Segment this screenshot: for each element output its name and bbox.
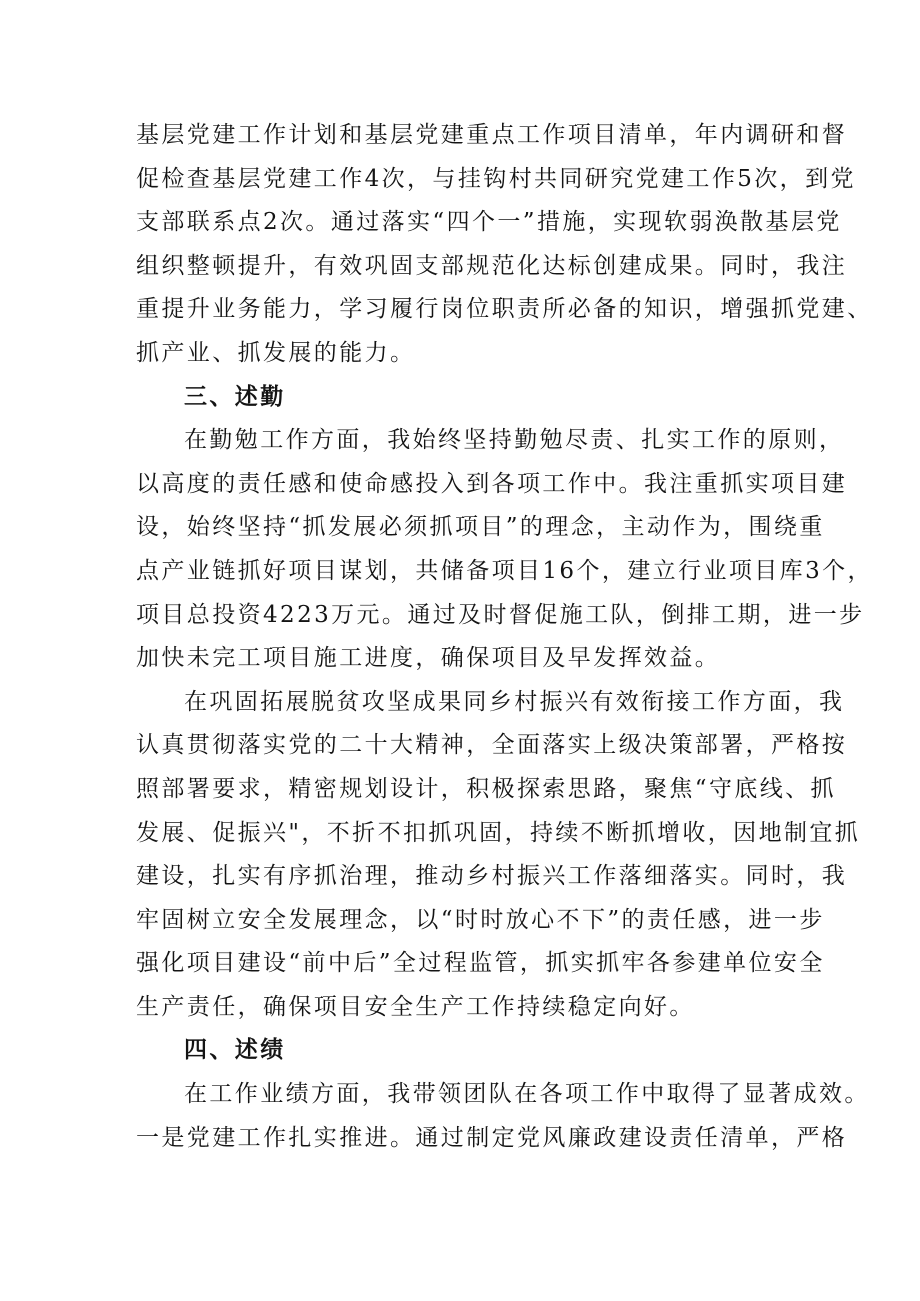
paragraph-line: 在勤勉工作方面，我始终坚持勤勉尽责、扎实工作的原则，: [184, 427, 845, 454]
paragraph-line: 设，始终坚持“抓发展必须抓项目”的理念，主动作为，围绕重: [136, 514, 825, 541]
paragraph-line: 项目总投资4223万元。通过及时督促施工队，倒排工期，进一步: [136, 601, 865, 628]
paragraph-line: 以高度的责任感和使命感投入到各项工作中。我注重抓实项目建: [136, 470, 848, 497]
document-body: [136, 114, 873, 1160]
paragraph-line: 点产业链抓好项目谋划，共储备项目16个，建立行业项目库3个，: [136, 557, 873, 584]
text-line: 基层党建工作计划和基层党建重点工作项目清单，年内调研和督: [136, 122, 848, 148]
paragraph-line: 生产责任，确保项目安全生产工作持续稳定向好。: [136, 993, 695, 1020]
paragraph-line: 认真贯彻落实党的二十大精神，全面落实上级决策部署，严格按: [136, 732, 848, 759]
text-line: 抓产业、抓发展的能力。: [136, 339, 416, 366]
paragraph-line: 照部署要求，精密规划设计，积极探索思路，聚焦“守底线、抓: [136, 775, 836, 802]
paragraph-line: 强化项目建设“前中后”全过程监管，抓实抓牢各参建单位安全: [136, 950, 825, 977]
section-heading-shuqin: 三、述勤: [184, 383, 286, 410]
paragraph-line: 在工作业绩方面，我带领团队在各项工作中取得了显著成效。: [184, 1081, 870, 1108]
paragraph-line: 加快未完工项目施工进度，确保项目及早发挥效益。: [136, 645, 721, 672]
paragraph-line: 发展、促振兴"，不折不扣抓巩固，持续不断抓增收，因地制宜抓: [136, 819, 861, 846]
paragraph-line: 建设，扎实有序抓治理，推动乡村振兴工作落细落实。同时，我: [136, 863, 848, 890]
text-line: 重提升业务能力，学习履行岗位职责所必备的知识，增强抓党建、: [136, 296, 873, 323]
section-heading-shuji: 四、述绩: [184, 1037, 286, 1064]
paragraph-line: 在巩固拓展脱贫攻坚成果同乡村振兴有效衔接工作方面，我: [184, 688, 845, 715]
text-line: 组织整顿提升，有效巩固支部规范化达标创建成果。同时，我注: [136, 252, 848, 279]
text-line: 支部联系点2次。通过落实“四个一”措施，实现软弱涣散基层党: [136, 209, 842, 236]
text-line: 促检查基层党建工作4次，与挂钩村共同研究党建工作5次，到党: [136, 165, 856, 192]
paragraph-line: 牢固树立安全发展理念，以“时时放心不下”的责任感，进一步: [136, 906, 825, 933]
paragraph-line: 一是党建工作扎实推进。通过制定党风廉政建设责任清单，严格: [136, 1124, 848, 1151]
